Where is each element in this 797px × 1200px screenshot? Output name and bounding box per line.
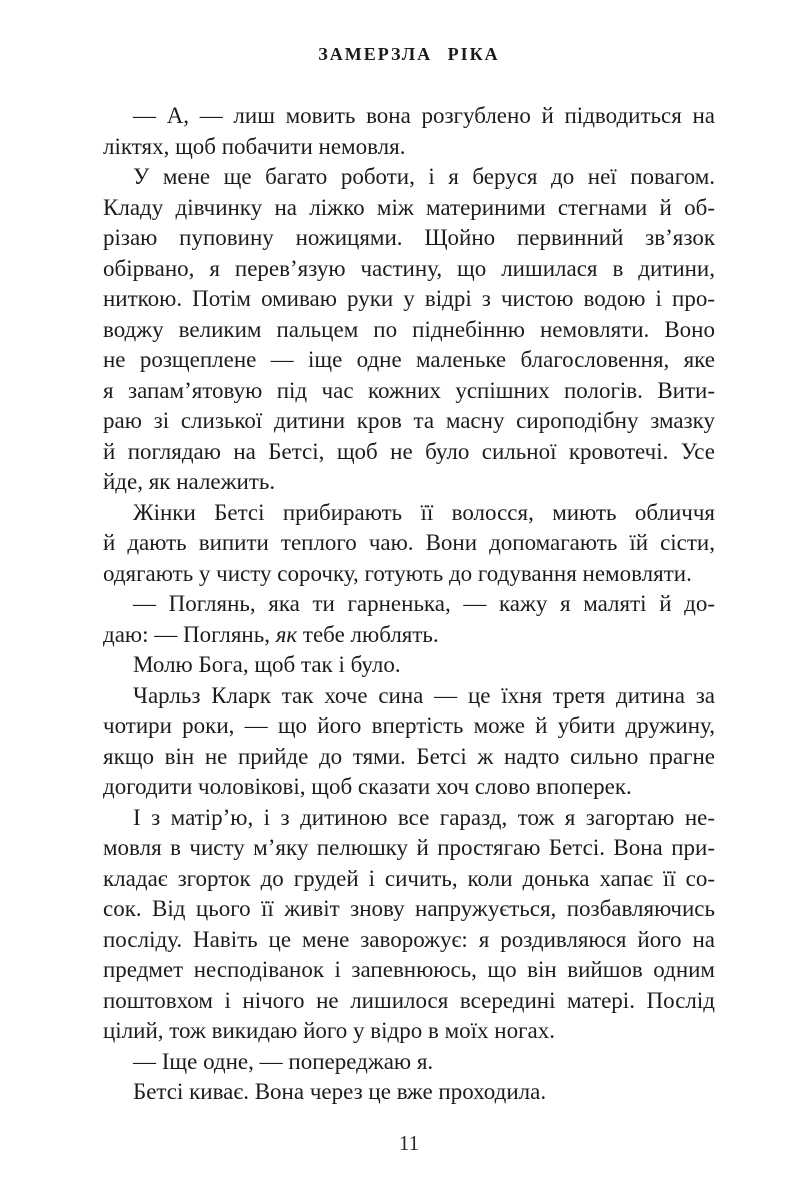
text-line: йде, як належить. (103, 469, 276, 494)
text-line: поштовхом і нічого не лишилося всередині матері. Послід (103, 987, 715, 1013)
text-line: кладає згорток до грудей і сичить, коли донька хапає її со- (103, 865, 715, 891)
text-line: предмет несподіванок і запевнююсь, що він вийшов одним (103, 957, 715, 982)
text-line: мовля в чисту м’яку пелюшку й простягаю Бетсі. Вона при- (103, 835, 715, 860)
text-line: посліду. Навіть це мене заворожує: я роздивляюся його на (103, 926, 715, 952)
text-line: Чарльз Кларк так хоче сина — це їхня третя дитина за (133, 682, 715, 708)
text-line: І з матір’ю, і з дитиною все гаразд, тож я загортаю не- (133, 804, 715, 830)
text-line: воджу великим пальцем по піднебінню немовляти. Воно (103, 316, 715, 342)
text-line: чотири роки, — що його впертість може й убити дружину, (103, 713, 715, 738)
text-line: раю зі слизької дитини кров та масну сироподібну змазку (103, 408, 715, 433)
page-text (103, 101, 715, 1108)
running-header: ЗАМЕРЗЛА РІКА (318, 44, 500, 64)
text-line: й поглядаю на Бетсі, щоб не було сильної кровотечі. Усе (103, 438, 715, 464)
text-line: сок. Від цього її живіт знову напружується, позбавляючись (103, 896, 715, 921)
text-line: Кладу дівчинку на ліжко між материними стегнами й об- (103, 194, 715, 220)
text-line: Молю Бога, щоб так і було. (133, 652, 401, 677)
text-line: догодити чоловікові, щоб сказати хоч слово впоперек. (103, 774, 632, 799)
text-line: цілий, тож викидаю його у відро в моїх ногах. (103, 1018, 555, 1043)
text-line: різаю пуповину ножицями. Щойно первинний зв’язок (103, 225, 715, 250)
page-number: 11 (398, 1131, 420, 1155)
text-line: й дають випити теплого чаю. Вони допомагають їй сісти, (103, 530, 715, 555)
text-line: ниткою. Потім омиваю руки у відрі з чистою водою і про- (103, 286, 715, 311)
text-line: не розщеплене — іще одне маленьке благословення, яке (103, 347, 715, 372)
text-line: Жінки Бетсі прибирають її волосся, миють обличчя (133, 499, 715, 525)
text-line: якщо він не прийде до тями. Бетсі ж надто сильно прагне (103, 743, 715, 769)
text-line: — А, — лиш мовить вона розгублено й підводиться на (133, 103, 715, 128)
text-line: У мене ще багато роботи, і я беруся до неї повагом. (133, 164, 715, 189)
text-line: обірвано, я перев’язую частину, що лишилася в дитини, (103, 255, 715, 281)
text-line: ліктях, щоб побачити немовля. (103, 133, 406, 159)
text-line: — Іще одне, — попереджаю я. (133, 1048, 434, 1074)
text-line: Бетсі киває. Вона через це вже проходила. (133, 1079, 547, 1104)
text-line: даю: — Поглянь, як тебе люблять. (103, 621, 439, 647)
text-line: я запам’ятовую під час кожних успішних пологів. Вити- (103, 377, 715, 403)
text-line: одягають у чисту сорочку, готують до годування немовляти. (103, 560, 692, 586)
text-line: — Поглянь, яка ти гарненька, — кажу я маляті й до- (133, 591, 715, 616)
